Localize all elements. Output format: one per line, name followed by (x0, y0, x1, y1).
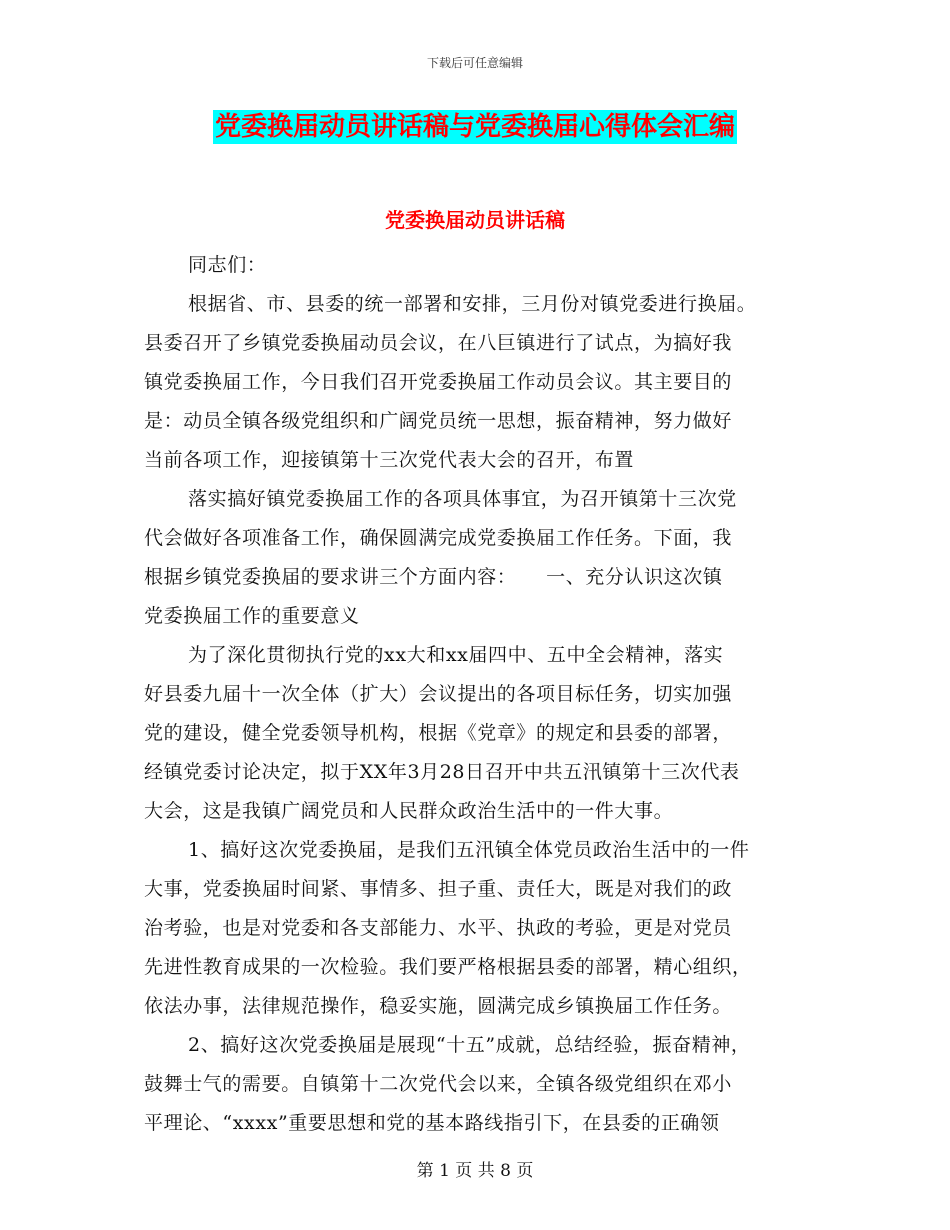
document-title (0, 110, 950, 144)
text-line: 镇党委换届工作，今日我们召开党委换届工作动员会议。其主要目的 (144, 371, 733, 393)
text-line: 是：动员全镇各级党组织和广阔党员统一思想，振奋精神，努力做好 (144, 410, 733, 432)
text-line: 根据乡镇党委换届的要求讲三个方面内容： 一、充分认识这次镇 (144, 566, 723, 588)
text-line: 大事，党委换届时间紧、事情多、担子重、责任大，既是对我们的政 (144, 878, 733, 900)
text-line: 为了深化贯彻执行党的xx大和xx届四中、五中全会精神，落实 (188, 644, 724, 666)
text-line: 根据省、市、县委的统一部署和安排，三月份对镇党委进行换届。 (188, 293, 757, 315)
text-line: 县委召开了乡镇党委换届动员会议，在八巨镇进行了试点，为搞好我 (144, 332, 733, 354)
text-line: 平理论、“xxxx”重要思想和党的基本路线指引下，在县委的正确领 (144, 1112, 720, 1134)
text-line: 当前各项工作，迎接镇第十三次党代表大会的召开，布置 (144, 449, 635, 471)
text-line: 治考验，也是对党委和各支部能力、水平、执政的考验，更是对党员 (144, 917, 733, 939)
text-line: 同志们： (188, 254, 267, 276)
text-line: 经镇党委讨论决定，拟于XX年3月28日召开中共五汛镇第十三次代表 (144, 761, 740, 783)
text-line: 好县委九届十一次全体（扩大）会议提出的各项目标任务，切实加强 (144, 683, 733, 705)
text-line: 代会做好各项准备工作，确保圆满完成党委换届工作任务。下面，我 (144, 527, 733, 549)
text-line: 先进性教育成果的一次检验。我们要严格根据县委的部署，精心组织， (144, 956, 752, 978)
section-title: 党委换届动员讲话稿 (385, 208, 565, 232)
page-footer: 第 1 页 共 8 页 (416, 1161, 534, 1181)
text-line: 落实搞好镇党委换届工作的各项具体事宜，为召开镇第十三次党 (188, 488, 737, 510)
header-note: 下载后可任意编辑 (426, 56, 523, 70)
text-line: 1、搞好这次党委换届，是我们五汛镇全体党员政治生活中的一件 (188, 839, 750, 861)
text-line: 党委换届工作的重要意义 (144, 605, 360, 627)
text-line: 大会，这是我镇广阔党员和人民群众政治生活中的一件大事。 (144, 800, 674, 822)
body-text (144, 246, 824, 1143)
text-line: 党的建设，健全党委领导机构，根据《党章》的规定和县委的部署， (144, 722, 733, 744)
document-title-text: 党委换届动员讲话稿与党委换届心得体会汇编 (214, 112, 735, 142)
text-line: 鼓舞士气的需要。自镇第十二次党代会以来，全镇各级党组织在邓小 (144, 1073, 733, 1095)
text-line: 依法办事，法律规范操作，稳妥实施，圆满完成乡镇换届工作任务。 (144, 995, 733, 1017)
text-line: 2、搞好这次党委换届是展现“十五”成就，总结经验，振奋精神， (188, 1034, 751, 1056)
